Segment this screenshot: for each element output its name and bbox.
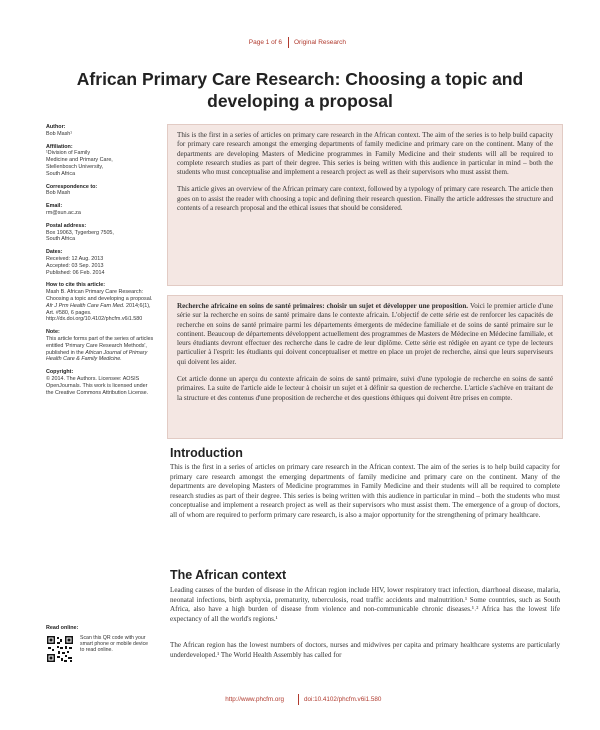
abstract-english	[167, 124, 563, 286]
date-published: Published: 06 Feb. 2014	[46, 269, 105, 276]
citation-block	[46, 282, 156, 323]
note-text	[46, 336, 156, 363]
affiliation-line: South Africa	[46, 170, 76, 177]
copyright-text: © 2014. The Authors. Licensee: AOSIS OpenJournals. This work is licensed under the Creative Commons Attribution License.	[46, 375, 149, 396]
qr-instructions: Scan this QR code with your smart phone or mobile device to read online.	[80, 635, 149, 654]
citation-label: How to cite this article:	[46, 282, 106, 289]
qr-code-icon[interactable]	[46, 635, 74, 663]
page-footer	[0, 693, 600, 707]
affiliation-line: Medicine and Primary Care,	[46, 157, 113, 164]
note-block	[46, 329, 156, 363]
note-label: Note:	[46, 329, 60, 336]
context-heading: The African context	[170, 568, 287, 582]
affiliation-line: ¹Division of Family	[46, 150, 91, 157]
citation-post: 2014;6(1), Art. #580, 6 pages. http://dx.doi.org/10.4102/phcfm.v6i1.580	[46, 302, 151, 323]
page-number: Page 1 of 6	[248, 39, 282, 46]
note-pre: This article forms part of the series of articles entitled 'Primary Care Research Methods', published in the	[46, 335, 154, 356]
email-block	[46, 203, 156, 217]
email-label: Email:	[46, 203, 63, 210]
dates-label: Dates:	[46, 249, 63, 256]
context-paragraph-2: The African region has the lowest numbers of doctors, nurses and midwives per capita and primary healthcare systems are particularly underdeveloped.¹ The World Health Assembly has called for	[170, 641, 560, 659]
article-title: African Primary Care Research: Choosing a topic and developing a proposal	[76, 69, 524, 111]
intro-heading: Introduction	[170, 446, 243, 460]
intro-paragraph: This is the first in a series of articles on primary care research in the African context. The aim of the series is to help build capacity for primary care research amongst the emerging departments of family medicine and primary care on the continent. Many of the departments are developing Masters of Medicine programmes in Family Medicine and their students will all be required to complete research studies as part of their degree. This series is being written with this audience in particular in mind – both the students who must conceptualise and implement a research project as well as their supervisors who must assist them. The emergence of a group of doctors, all of whom are required to perform primary care research, is also a major opportunity for the strengthening of primary healthcare.	[170, 463, 560, 519]
doi-link[interactable]: doi:10.4102/phcfm.v6i1.580	[304, 696, 382, 703]
abstract-fr-p1	[177, 302, 553, 367]
citation-journal: Afr J Prm Health Care Fam Med.	[46, 302, 125, 309]
context-paragraph-1: Leading causes of the burden of disease in the African region include HIV, lower respiratory tract infection, diarrhoeal disease, malaria, neonatal infections, birth asphyxia, prematurity, tuberculosis, road traffic accidents and malnutrition.¹ Some countries, such as South Africa, also have a high burden of disease from violence and non-communicable chronic diseases.¹˒² Africa has the lowest life expectancy of all the world's regions.¹	[170, 586, 560, 623]
abstract-french	[167, 295, 563, 439]
affiliation-label: Affiliation:	[46, 143, 73, 150]
author-name: Bob Mash¹	[46, 130, 73, 137]
header-divider	[288, 37, 289, 48]
read-online-label: Read online:	[46, 625, 79, 631]
abstract-en-p2: This article gives an overview of the African primary care context, followed by a typology of primary care research. The article then goes on to assist the reader with choosing a topic and defining their research question. Finally the article addresses the structure and contents of a research proposal and the ethical issues that should be considered.	[177, 185, 553, 213]
abstract-fr-title: Recherche africaine en soins de santé primaires: choisir un sujet et développer une proposition.	[177, 302, 469, 310]
copyright-label: Copyright:	[46, 369, 74, 376]
journal-url[interactable]: http://www.phcfm.org	[225, 696, 284, 703]
postal-label: Postal address:	[46, 222, 87, 229]
copyright-block	[46, 369, 156, 396]
date-accepted: Accepted: 03 Sep. 2013	[46, 262, 104, 269]
correspondence-block	[46, 184, 156, 198]
correspondence-label: Correspondence to:	[46, 183, 98, 190]
postal-line: Box 19063, Tygerberg 7505,	[46, 229, 114, 236]
affiliation-line: Stellenbosch University,	[46, 163, 104, 170]
dates-block	[46, 249, 156, 276]
abstract-fr-body: Voici le premier article d'une série sur la recherche en soins de santé primaire dans le contexte africain. L'objectif de cette série est de renforcer les capacités de recherche en soins de santé primaire parmi les départements émergents de médecine familiale et de soins de santé primaire sur le continent. Beaucoup de départements développent actuellement des programmes de Masters de Médecine en Médecine familiale, et leurs étudiants devront effectuer des recherche dans le cadre de leur diplôme. Cette série est rédigée en ayant ce type de lecteurs particulier à l'esprit: les étudiants qui doivent conceptualiser et mettre en place un projet de recherche, ainsi que leurs superviseurs qui doivent les aider.	[177, 302, 554, 366]
abstract-en-p1: This is the first in a series of articles on primary care research in the African context. The aim of the series is to help build capacity for primary care research amongst the emerging departments of family medicine and primary care on the continent. Many of the departments are developing Masters of Medicine programmes in Family Medicine and their students will all be required to complete research studies as part of their degree. This series is being written with this audience in particular in mind – both the students who must conceptualise and implement a research project as well as their supervisors who must assist them.	[177, 131, 553, 177]
footer-divider	[298, 694, 299, 705]
citation-text	[46, 289, 156, 323]
abstract-fr-p2: Cet article donne un aperçu du contexte africain de soins de santé primaire, suivi d'une typologie de recherche en soins de santé primaires. I.a suite de l'article aide le lecteur à choisir un sujet et à définir sa question de recherche. L'article s'achève en traitant de la structure et des contenus d'une proposition de recherche et des questions éthiques qui doivent être prises en compte.	[177, 375, 553, 402]
postal-block	[46, 223, 156, 243]
page-header	[0, 36, 600, 50]
note-journal: African Journal of Primary Health Care & Family Medicine.	[46, 349, 148, 363]
author-label: Author:	[46, 124, 66, 130]
read-online	[46, 625, 156, 654]
email-address[interactable]: rm@sun.ac.za	[46, 209, 81, 216]
citation-pre: Mash B. African Primary Care Research: Choosing a topic and developing a proposal.	[46, 289, 153, 302]
postal-line: South Africa	[46, 236, 76, 243]
sidebar	[46, 124, 156, 402]
correspondence-name: Bob Mash	[46, 190, 71, 197]
affiliation-block	[46, 144, 156, 178]
author-block	[46, 124, 156, 138]
section-label: Original Research	[294, 39, 347, 46]
date-received: Received: 12 Aug. 2013	[46, 255, 104, 262]
